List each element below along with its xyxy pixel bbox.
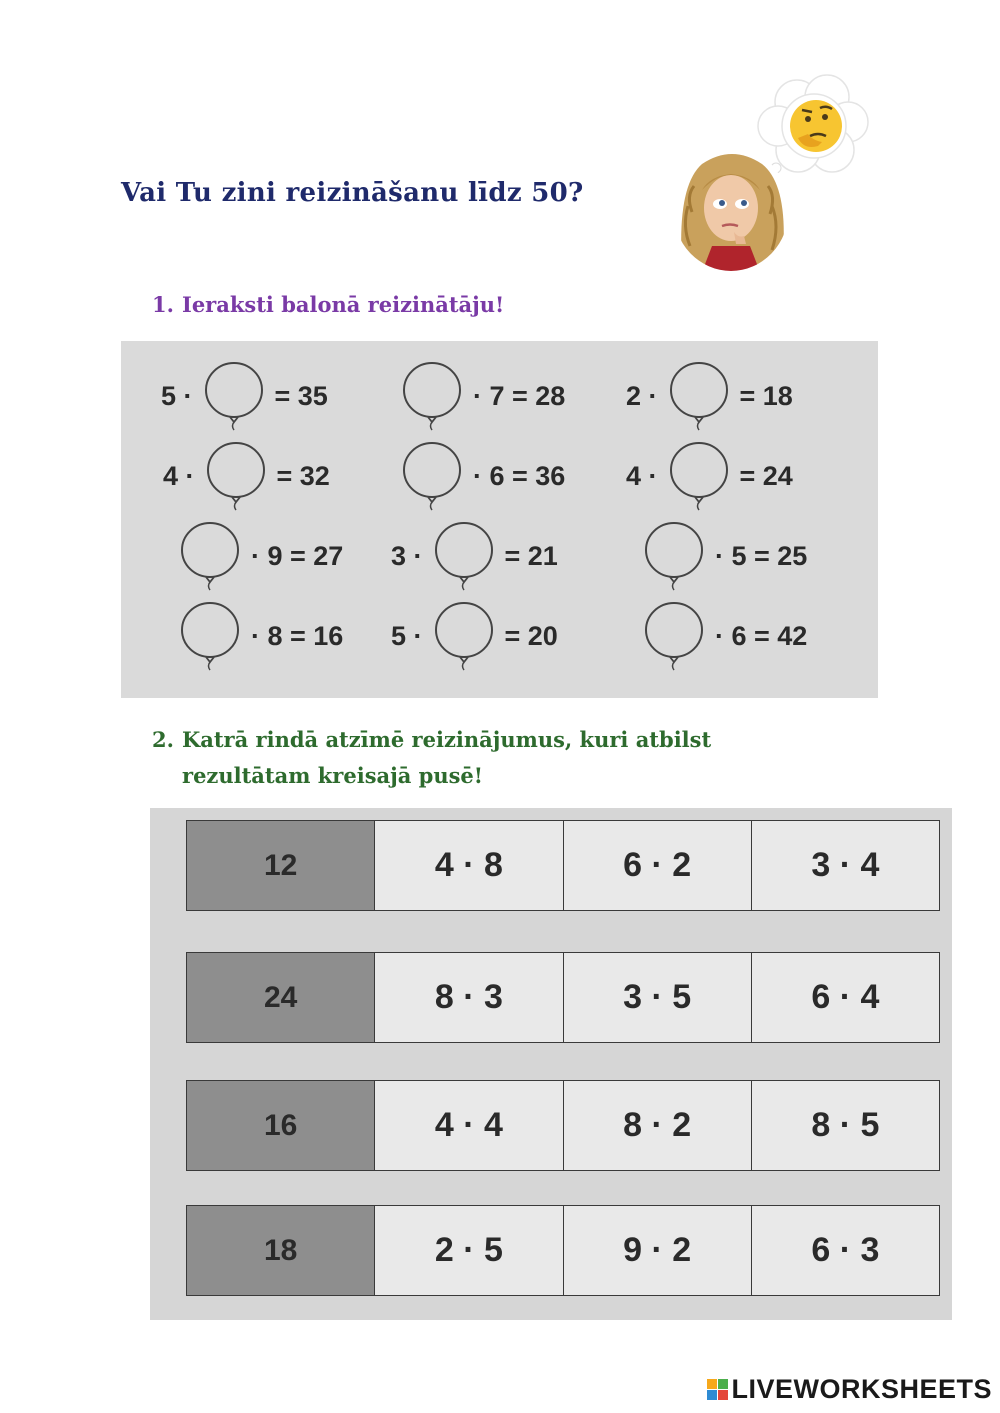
- task-2-line-2: rezultātam kreisajā pusē!: [182, 763, 483, 788]
- balloon-icon[interactable]: [643, 600, 705, 672]
- balloon-icon[interactable]: [668, 440, 730, 512]
- task-1-text: Ieraksti balonā reizinātāju!: [182, 292, 505, 317]
- result-cell: 16: [187, 1081, 374, 1170]
- balloon-icon[interactable]: [179, 600, 241, 672]
- balloon-exercise-panel: [121, 341, 878, 698]
- matching-row: [186, 1080, 940, 1171]
- equation-right-side: = 21: [504, 540, 558, 571]
- result-cell: 12: [187, 821, 374, 910]
- liveworksheets-logo-icon: [707, 1379, 728, 1400]
- product-option-cell[interactable]: 6 · 2: [563, 821, 751, 910]
- equation-5: [391, 441, 565, 511]
- balloon-icon[interactable]: [401, 440, 463, 512]
- product-option-cell[interactable]: 8 · 5: [751, 1081, 939, 1170]
- task-1-number: 1.: [152, 292, 174, 317]
- equation-10: [169, 601, 343, 671]
- matching-row: [186, 1205, 940, 1296]
- equation-right-side: · 8 = 16: [251, 620, 344, 651]
- equation-right-side: · 7 = 28: [473, 380, 566, 411]
- balloon-icon[interactable]: [668, 360, 730, 432]
- equation-left-operand: 3 ·: [391, 540, 423, 571]
- product-option-cell[interactable]: 9 · 2: [563, 1206, 751, 1295]
- balloon-icon[interactable]: [203, 360, 265, 432]
- product-option-cell[interactable]: 3 · 5: [563, 953, 751, 1042]
- task-2-line-1: Katrā rindā atzīmē reizinājumus, kuri atbilst: [182, 727, 712, 752]
- equation-left-operand: 5 ·: [161, 380, 193, 411]
- equation-2: [391, 361, 565, 431]
- balloon-icon[interactable]: [179, 520, 241, 592]
- equation-right-side: · 6 = 42: [715, 620, 808, 651]
- task-2-instruction: [152, 722, 711, 794]
- result-cell: 18: [187, 1206, 374, 1295]
- product-option-cell[interactable]: 8 · 2: [563, 1081, 751, 1170]
- equation-left-operand: 5 ·: [391, 620, 423, 651]
- balloon-icon[interactable]: [433, 600, 495, 672]
- brand-name: LIVEWORKSHEETS: [731, 1374, 992, 1404]
- result-cell: 24: [187, 953, 374, 1042]
- task-1-instruction: [152, 292, 504, 317]
- product-option-cell[interactable]: 4 · 8: [374, 821, 562, 910]
- balloon-icon[interactable]: [433, 520, 495, 592]
- equation-left-operand: 2 ·: [626, 380, 658, 411]
- equation-1: [161, 361, 328, 431]
- task-2-number: 2.: [152, 727, 174, 752]
- equation-right-side: = 35: [274, 380, 328, 411]
- product-option-cell[interactable]: 6 · 3: [751, 1206, 939, 1295]
- avatar: [672, 146, 790, 272]
- product-option-cell[interactable]: 3 · 4: [751, 821, 939, 910]
- page-title: Vai Tu zini reizināšanu līdz 50?: [121, 178, 584, 208]
- liveworksheets-brand: [707, 1374, 992, 1405]
- product-option-cell[interactable]: 2 · 5: [374, 1206, 562, 1295]
- equation-right-side: · 9 = 27: [251, 540, 344, 571]
- product-matching-panel: [150, 808, 952, 1320]
- equation-8: [391, 521, 558, 591]
- equation-left-operand: 4 ·: [163, 460, 195, 491]
- equation-right-side: · 5 = 25: [715, 540, 808, 571]
- equation-left-operand: 4 ·: [626, 460, 658, 491]
- equation-right-side: = 32: [276, 460, 330, 491]
- equation-right-side: · 6 = 36: [473, 460, 566, 491]
- balloon-icon[interactable]: [643, 520, 705, 592]
- equation-3: [626, 361, 793, 431]
- matching-row: [186, 952, 940, 1043]
- product-option-cell[interactable]: 6 · 4: [751, 953, 939, 1042]
- equation-9: [633, 521, 807, 591]
- equation-7: [169, 521, 343, 591]
- product-option-cell[interactable]: 8 · 3: [374, 953, 562, 1042]
- equation-right-side: = 24: [739, 460, 793, 491]
- balloon-icon[interactable]: [401, 360, 463, 432]
- product-option-cell[interactable]: 4 · 4: [374, 1081, 562, 1170]
- matching-row: [186, 820, 940, 911]
- equation-11: [391, 601, 558, 671]
- equation-right-side: = 20: [504, 620, 558, 651]
- equation-6: [626, 441, 793, 511]
- equation-12: [633, 601, 807, 671]
- equation-right-side: = 18: [739, 380, 793, 411]
- equation-4: [163, 441, 330, 511]
- balloon-icon[interactable]: [205, 440, 267, 512]
